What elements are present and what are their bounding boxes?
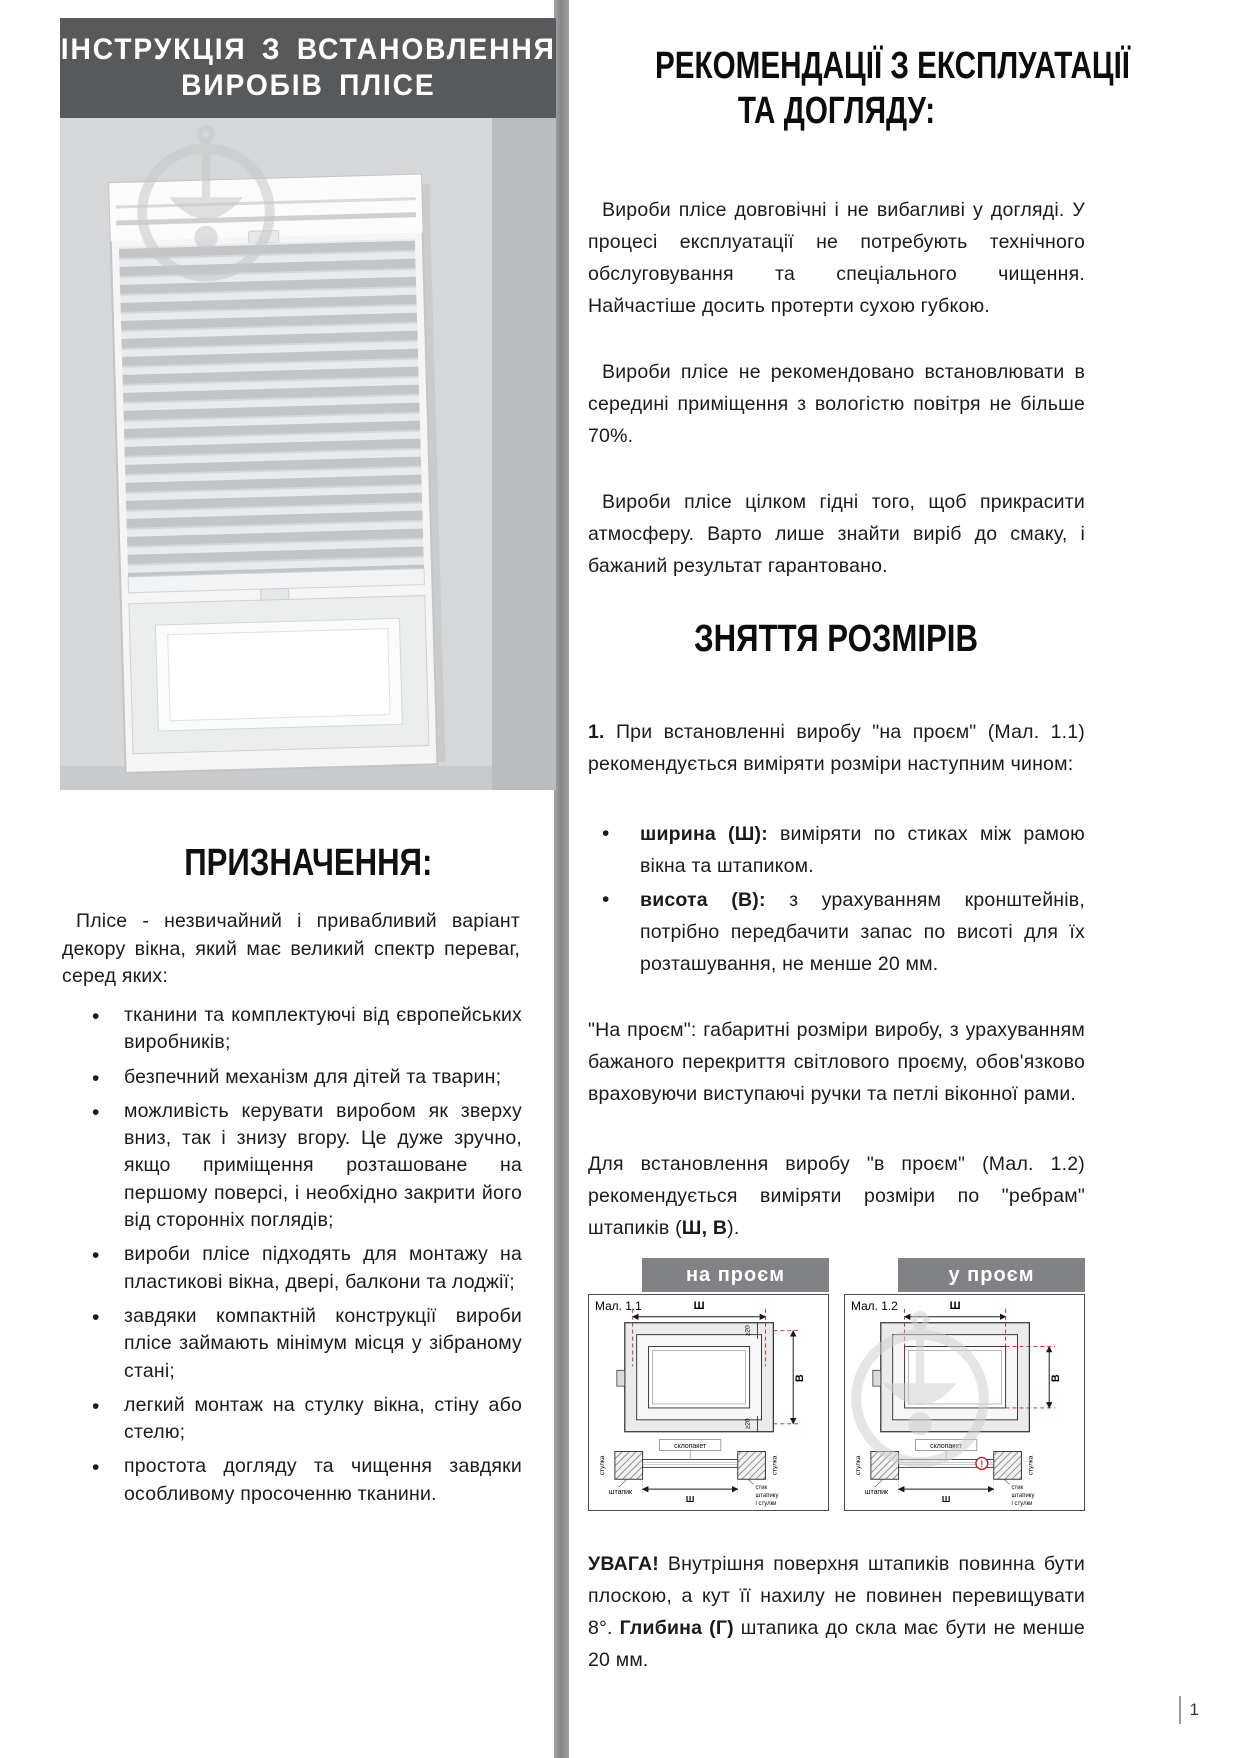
measure-diagrams — [588, 1258, 1085, 1511]
height-label: В — [1050, 1374, 1063, 1383]
list-item: • завдяки компактній конструкції вироби плісе займають мінімум місця у зібраному стані; — [60, 1303, 522, 1385]
list-item: • висота (В): з урахуванням кронштейнів, потрібно передбачити запас по висоті для їх розташування, не менше 20 мм. — [588, 884, 1085, 980]
height-label: В — [794, 1374, 807, 1383]
diagram-header-on: на проєм — [642, 1258, 829, 1292]
list-item: • тканини та комплектуючі від європейських виробників; — [60, 1002, 522, 1057]
diagram-fig-1-2 — [845, 1295, 1083, 1508]
measure-paragraph-1: 1. При встановленні виробу "на проєм" (Мал. 1.1) рекомендується виміряти розміри наступним чином: — [588, 721, 1085, 775]
purpose-intro: Плісе - незвичайний і привабливий варіант декору вікна, який має великий спектр переваг, серед яких: — [62, 910, 520, 988]
measure-title: ЗНЯТТЯ РОЗМІРІВ — [694, 618, 979, 660]
width-label: Ш — [949, 1299, 961, 1312]
list-item: • безпечний механізм для дітей та тварин; — [60, 1064, 522, 1091]
width-label: Ш — [941, 1494, 951, 1505]
window-blind-photo — [60, 118, 556, 790]
measure-list — [588, 818, 1085, 982]
window-handle — [617, 1370, 625, 1386]
column-divider — [554, 0, 569, 1758]
attention-label: УВАГА! — [588, 1553, 659, 1575]
clearance-label: ≥20 — [744, 1325, 752, 1337]
list-item: • легкий монтаж на стулку вікна, стіну або стелю; — [60, 1392, 522, 1447]
diagram-header-in: у проєм — [898, 1258, 1085, 1292]
figure-label: Мал. 1.1 — [595, 1298, 642, 1313]
joint-label: і стулки — [755, 1501, 777, 1508]
glazing-label: склопакет — [674, 1443, 707, 1451]
measure-paragraph-3: Для встановлення виробу "в проєм" (Мал. 1.2) рекомендується виміряти розміри по "ребрам" штапиків (Ш, В). — [588, 1153, 1085, 1239]
purpose-list — [60, 1002, 522, 1515]
bead-label: штапик — [864, 1489, 889, 1497]
diagram-box-2 — [844, 1294, 1085, 1511]
purpose-title: ПРИЗНАЧЕННЯ: — [183, 842, 433, 884]
measure-paragraph-2: "На проєм": габаритні розміри виробу, з урахуванням бажаного перекриття світлового проєму, обов'язково враховуючи виступаючі ручки та петлі віконної рами. — [588, 1019, 1085, 1105]
diagram-fig-1-1 — [589, 1295, 827, 1508]
bead-label: штапик — [608, 1489, 633, 1497]
list-item: • ширина (Ш): виміряти по стиках між рамою вікна та штапиком. — [588, 818, 1085, 882]
figure-label: Мал. 1.2 — [851, 1298, 898, 1313]
sash-label-left: стулка — [598, 1455, 606, 1476]
care-paragraph-2: Вироби плісе не рекомендовано встановлювати в середині приміщення з вологістю повітря не більше 70%. — [588, 361, 1085, 447]
joint-label: і стулки — [1011, 1501, 1033, 1508]
page-number-value: 1 — [1189, 1700, 1199, 1719]
care-paragraph-3: Вироби плісе цілком гідні того, щоб прикрасити атмосферу. Варто лише знайти виріб до смаку, і бажаний результат гарантовано. — [588, 491, 1085, 577]
joint-label: стик — [755, 1485, 768, 1492]
sash-label-right: стулка — [771, 1455, 779, 1476]
step-number: 1. — [588, 721, 605, 743]
left-header-banner — [60, 18, 556, 118]
joint-label: стик — [1011, 1485, 1024, 1492]
sash-label-right: стулка — [1027, 1455, 1035, 1476]
right-column — [588, 0, 1130, 1758]
clearance-label: ≥20 — [744, 1418, 752, 1430]
page-number-divider — [1179, 1696, 1181, 1724]
width-label: Ш — [685, 1494, 695, 1505]
window-handle — [873, 1370, 881, 1386]
window-illustration — [60, 118, 556, 790]
list-item: • простота догляду та чищення завдяки особливому просоченню тканини. — [60, 1453, 522, 1508]
care-title: РЕКОМЕНДАЦІЇ З ЕКСПЛУАТАЦІЇ ТА ДОГЛЯДУ: — [654, 45, 1130, 132]
list-item: • вироби плісе підходять для монтажу на пластикові вікна, двері, балкони та лоджії; — [60, 1241, 522, 1296]
joint-label: штапику — [1011, 1493, 1035, 1500]
page-number — [1179, 1696, 1199, 1724]
attention-paragraph: УВАГА! Внутрішня поверхня штапиків повинна бути плоскою, а кут її нахилу не повинен перевищувати 8°. Глибина (Г) штапика до скла має бути не менше 20 мм. — [588, 1553, 1085, 1671]
list-item: • можливість керувати виробом як зверху вниз, так і знизу вгору. Це дуже зручно, якщо приміщення розташоване на першому поверсі, і необхідно закрити його від сторонніх поглядів; — [60, 1098, 522, 1234]
header-line-2: ВИРОБІВ ПЛІСЕ — [180, 69, 436, 102]
care-paragraph-1: Вироби плісе довговічні і не вибагливі у догляді. У процесі експлуатації не потребують технічного обслуговування та спеціального чищення. Найчастіше досить протерти сухою губкою. — [588, 199, 1085, 317]
glazing-label: склопакет — [930, 1443, 963, 1451]
diagram-box-1 — [588, 1294, 829, 1511]
warning-exclamation: ! — [980, 1458, 984, 1469]
header-line-1: ІНСТРУКЦІЯ З ВСТАНОВЛЕННЯ — [60, 33, 556, 66]
joint-label: штапику — [755, 1493, 779, 1500]
sash-label-left: стулка — [854, 1455, 862, 1476]
diagram-panel-in-opening — [844, 1258, 1085, 1511]
width-label: Ш — [693, 1299, 705, 1312]
left-column — [60, 0, 556, 1758]
diagram-panel-on-opening — [588, 1258, 829, 1511]
